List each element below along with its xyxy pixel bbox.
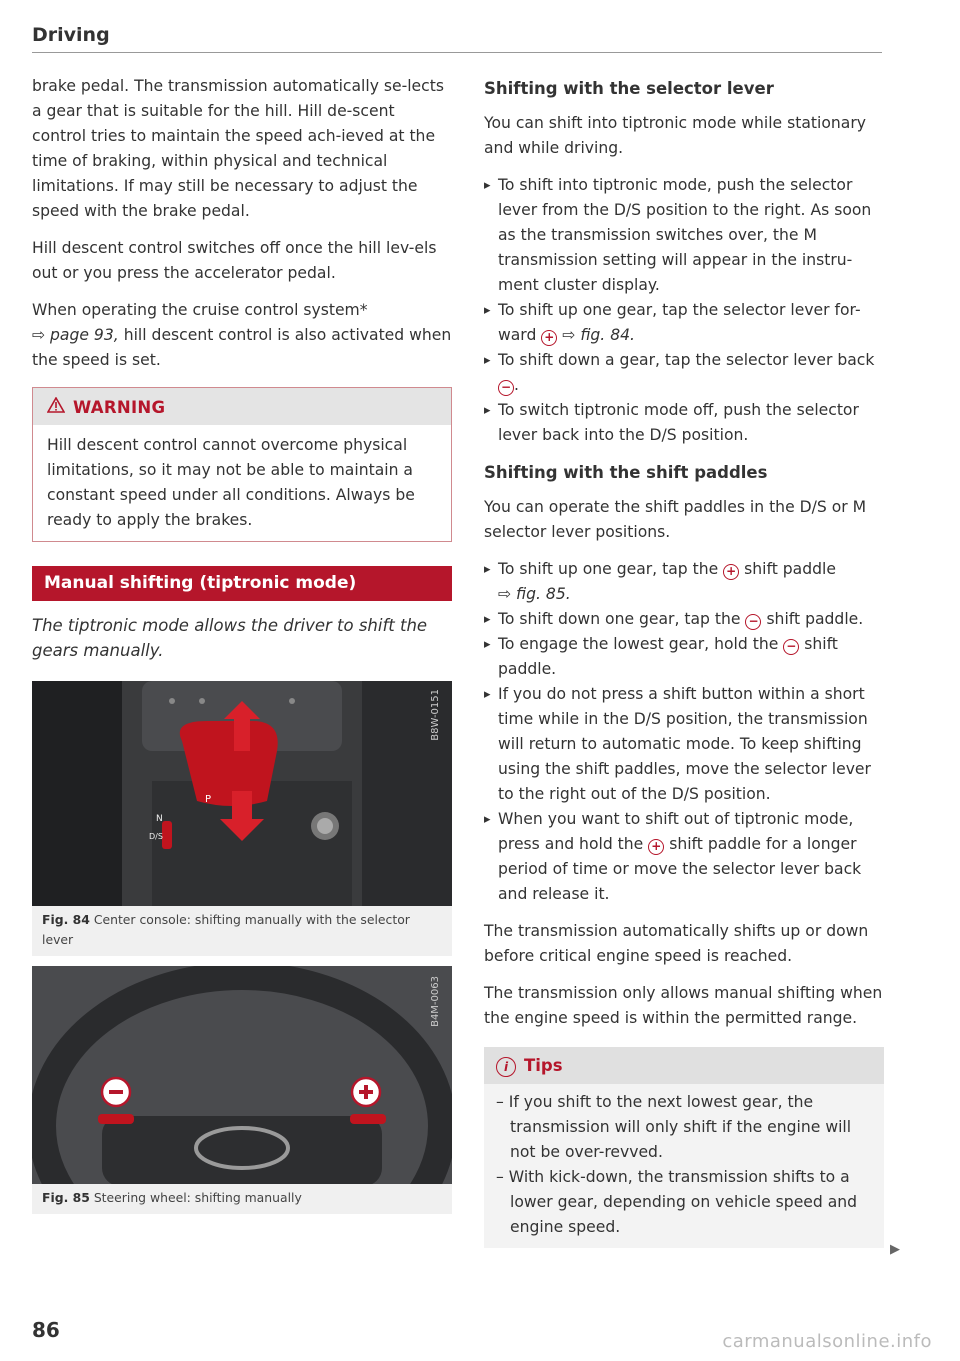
- watermark: carmanualsonline.info: [722, 1331, 932, 1352]
- warning-triangle-icon: [47, 395, 65, 420]
- right-column: [484, 74, 884, 1248]
- minus-circle-icon: −: [498, 380, 514, 396]
- page-reference-link[interactable]: ⇨ page 93,: [32, 326, 119, 344]
- warning-title: WARNING: [73, 398, 166, 417]
- list-item: ▸ To shift down one gear, tap the − shift paddle.: [484, 607, 884, 632]
- figure-reference-link[interactable]: ⇨ fig. 84.: [562, 326, 636, 344]
- figure-code: B8W-0151: [430, 689, 441, 741]
- figure-84-caption: Fig. 84 Center console: shifting manually with the selector lever: [32, 906, 452, 956]
- continue-arrow-icon: ▶: [890, 1242, 900, 1257]
- paragraph: The transmission only allows manual shifting when the engine speed is within the permitted range.: [484, 984, 883, 1027]
- list-item: ▸ To shift up one gear, tap the selector lever for-ward + ⇨ fig. 84.: [484, 298, 884, 348]
- tips-box: [484, 1047, 884, 1248]
- tip-item: – If you shift to the next lowest gear, the transmission will only shift if the engine will not be over-revved.: [496, 1093, 852, 1161]
- page-header-title: Driving: [32, 24, 110, 46]
- tips-body: [484, 1084, 884, 1248]
- figure-code: B4M-0063: [430, 976, 441, 1027]
- minus-circle-icon: −: [783, 639, 799, 655]
- steering-wheel-illustration: [32, 966, 452, 1184]
- paragraph: brake pedal. The transmission automatically se-lects a gear that is suitable for the hill. Hill de-scent control tries to maintain the speed ach-ieved at the time of braking, within physical and technical limitations. If may still be necessary to adjust the speed with the brake pedal.: [32, 77, 444, 220]
- page-number: 86: [32, 1318, 60, 1342]
- step-list: [484, 173, 884, 448]
- plus-circle-icon: +: [648, 839, 664, 855]
- figure-reference-link[interactable]: ⇨ fig. 85.: [498, 585, 571, 603]
- list-item: ▸ When you want to shift out of tiptronic mode, press and hold the + shift paddle for a longer period of time or move the selector lever back and release it.: [484, 807, 884, 907]
- warning-text: Hill descent control cannot overcome physical limitations, so it may not be able to maintain a constant speed under all conditions. Always be ready to apply the brakes.: [47, 436, 415, 529]
- list-item: ▸ To shift down a gear, tap the selector lever back − .: [484, 348, 884, 398]
- list-item: ▸ To engage the lowest gear, hold the − shift paddle.: [484, 632, 884, 682]
- subsection-heading: Shifting with the selector lever: [484, 79, 774, 98]
- tips-header: i Tips: [484, 1047, 884, 1084]
- list-item: ▸ To shift into tiptronic mode, push the selector lever from the D/S position to the right. As soon as the transmission switches over, the M transmission setting will appear in the instru-ment cluster display.: [484, 173, 884, 298]
- header-divider: [32, 52, 882, 53]
- paragraph: You can shift into tiptronic mode while stationary and while driving.: [484, 114, 866, 157]
- gear-label-ds: D/S: [149, 832, 163, 841]
- minus-circle-icon: −: [745, 614, 761, 630]
- figure-84-center-console: [32, 681, 452, 906]
- warning-box: [32, 387, 452, 542]
- list-item: ▸ To switch tiptronic mode off, push the selector lever back into the D/S position.: [484, 398, 884, 448]
- gear-label-n: N: [156, 814, 163, 824]
- warning-header: [33, 388, 451, 425]
- subsection-heading: Shifting with the shift paddles: [484, 463, 768, 482]
- center-console-illustration: [32, 681, 452, 906]
- left-column: [32, 74, 452, 1214]
- plus-circle-icon: +: [723, 564, 739, 580]
- paragraph: When operating the cruise control system* ⇨ page 93, hill descent control is also activated when the speed is set.: [32, 301, 452, 369]
- section-title: Manual shifting (tiptronic mode): [32, 566, 452, 601]
- list-item: ▸ To shift up one gear, tap the + shift paddle ⇨ fig. 85.: [484, 557, 884, 607]
- tip-item: – With kick-down, the transmission shifts to a lower gear, depending on vehicle speed and engine speed.: [496, 1168, 858, 1236]
- paragraph: You can operate the shift paddles in the D/S or M selector lever positions.: [484, 498, 867, 541]
- figure-85-caption: Fig. 85 Steering wheel: shifting manually: [32, 1184, 452, 1214]
- list-item: ▸ If you do not press a shift button within a short time while in the D/S position, the transmission will return to automatic mode. To keep shifting using the shift paddles, move the selector lever to the right out of the D/S position.: [484, 682, 884, 807]
- paragraph: The transmission automatically shifts up or down before critical engine speed is reached.: [484, 922, 869, 965]
- figure-85-steering-wheel: [32, 966, 452, 1184]
- section-intro: The tiptronic mode allows the driver to shift the gears manually.: [32, 616, 428, 660]
- plus-circle-icon: +: [541, 330, 557, 346]
- info-icon: i: [496, 1057, 516, 1077]
- gear-label-p: P: [205, 794, 212, 805]
- step-list: [484, 557, 884, 907]
- paragraph: Hill descent control switches off once the hill lev-els out or you press the accelerator pedal.: [32, 239, 437, 282]
